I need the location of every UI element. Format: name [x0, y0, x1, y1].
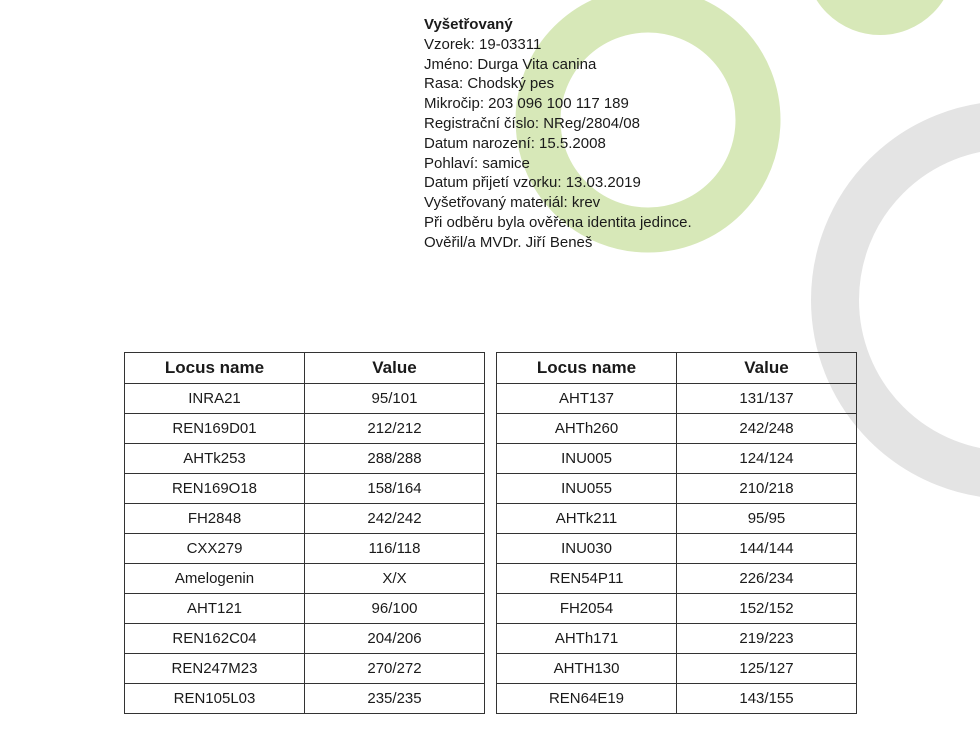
- table-row: [125, 684, 857, 714]
- registration-line: Registrační číslo: NReg/2804/08: [424, 114, 640, 132]
- table-row: [125, 504, 857, 534]
- column-gap: [485, 384, 497, 414]
- column-gap: [485, 654, 497, 684]
- birthdate-line: Datum narození: 15.5.2008: [424, 134, 606, 152]
- locus-cell: AHTh260: [497, 414, 677, 444]
- header-locus-name-right: Locus name: [497, 353, 677, 384]
- received-date-line: Datum přijetí vzorku: 13.03.2019: [424, 174, 641, 192]
- table-row: [125, 444, 857, 474]
- column-gap: [485, 414, 497, 444]
- table-row: [125, 594, 857, 624]
- locus-cell: AHT121: [125, 594, 305, 624]
- verified-by-line: Ověřil/a MVDr. Jiří Beneš: [424, 233, 593, 251]
- locus-cell: REN54P11: [497, 564, 677, 594]
- locus-cell: AHTh171: [497, 624, 677, 654]
- header-value-right: Value: [677, 353, 857, 384]
- value-cell: 226/234: [677, 564, 857, 594]
- locus-cell: INU055: [497, 474, 677, 504]
- column-gap: [485, 594, 497, 624]
- table-row: [125, 384, 857, 414]
- green-ring-small: [825, 0, 935, 15]
- value-cell: 152/152: [677, 594, 857, 624]
- value-cell: 131/137: [677, 384, 857, 414]
- table-row: [125, 654, 857, 684]
- locus-cell: INU005: [497, 444, 677, 474]
- value-cell: 143/155: [677, 684, 857, 714]
- locus-cell: AHTH130: [497, 654, 677, 684]
- value-cell: 288/288: [305, 444, 485, 474]
- locus-cell: AHTk211: [497, 504, 677, 534]
- table-row: [125, 624, 857, 654]
- value-cell: 235/235: [305, 684, 485, 714]
- locus-cell: CXX279: [125, 534, 305, 564]
- table-row: [125, 414, 857, 444]
- material-line: Vyšetřovaný materiál: krev: [424, 194, 601, 212]
- subject-info: [424, 15, 692, 253]
- locus-cell: INU030: [497, 534, 677, 564]
- column-gap: [485, 684, 497, 714]
- locus-cell: INRA21: [125, 384, 305, 414]
- value-cell: 124/124: [677, 444, 857, 474]
- table-header-row: [125, 353, 857, 384]
- locus-cell: REN247M23: [125, 654, 305, 684]
- locus-cell: REN64E19: [497, 684, 677, 714]
- sex-line: Pohlaví: samice: [424, 154, 530, 172]
- name-line: Jméno: Durga Vita canina: [424, 55, 597, 73]
- locus-cell: FH2848: [125, 504, 305, 534]
- locus-cell: REN169D01: [125, 414, 305, 444]
- value-cell: 116/118: [305, 534, 485, 564]
- identity-line: Při odběru byla ověřena identita jedince.: [424, 213, 692, 231]
- locus-cell: REN105L03: [125, 684, 305, 714]
- value-cell: 242/248: [677, 414, 857, 444]
- column-gap: [485, 624, 497, 654]
- value-cell: 158/164: [305, 474, 485, 504]
- header-value-left: Value: [305, 353, 485, 384]
- breed-line: Rasa: Chodský pes: [424, 75, 555, 93]
- value-cell: 144/144: [677, 534, 857, 564]
- column-gap: [485, 504, 497, 534]
- value-cell: 96/100: [305, 594, 485, 624]
- header-locus-name-left: Locus name: [125, 353, 305, 384]
- table-row: [125, 474, 857, 504]
- value-cell: 95/101: [305, 384, 485, 414]
- sample-line: Vzorek: 19-03311: [424, 35, 542, 53]
- column-gap: [485, 534, 497, 564]
- value-cell: 212/212: [305, 414, 485, 444]
- locus-cell: Amelogenin: [125, 564, 305, 594]
- locus-cell: REN169O18: [125, 474, 305, 504]
- table-row: [125, 534, 857, 564]
- subject-title: Vyšetřovaný: [424, 16, 513, 33]
- value-cell: X/X: [305, 564, 485, 594]
- value-cell: 95/95: [677, 504, 857, 534]
- value-cell: 219/223: [677, 624, 857, 654]
- table-row: [125, 564, 857, 594]
- value-cell: 210/218: [677, 474, 857, 504]
- column-gap: [485, 353, 497, 384]
- value-cell: 242/242: [305, 504, 485, 534]
- locus-cell: FH2054: [497, 594, 677, 624]
- value-cell: 125/127: [677, 654, 857, 684]
- loci-table: [124, 352, 857, 714]
- column-gap: [485, 564, 497, 594]
- locus-cell: AHT137: [497, 384, 677, 414]
- value-cell: 204/206: [305, 624, 485, 654]
- locus-cell: REN162C04: [125, 624, 305, 654]
- column-gap: [485, 474, 497, 504]
- locus-cell: AHTk253: [125, 444, 305, 474]
- column-gap: [485, 444, 497, 474]
- microchip-line: Mikročip: 203 096 100 117 189: [424, 95, 629, 113]
- value-cell: 270/272: [305, 654, 485, 684]
